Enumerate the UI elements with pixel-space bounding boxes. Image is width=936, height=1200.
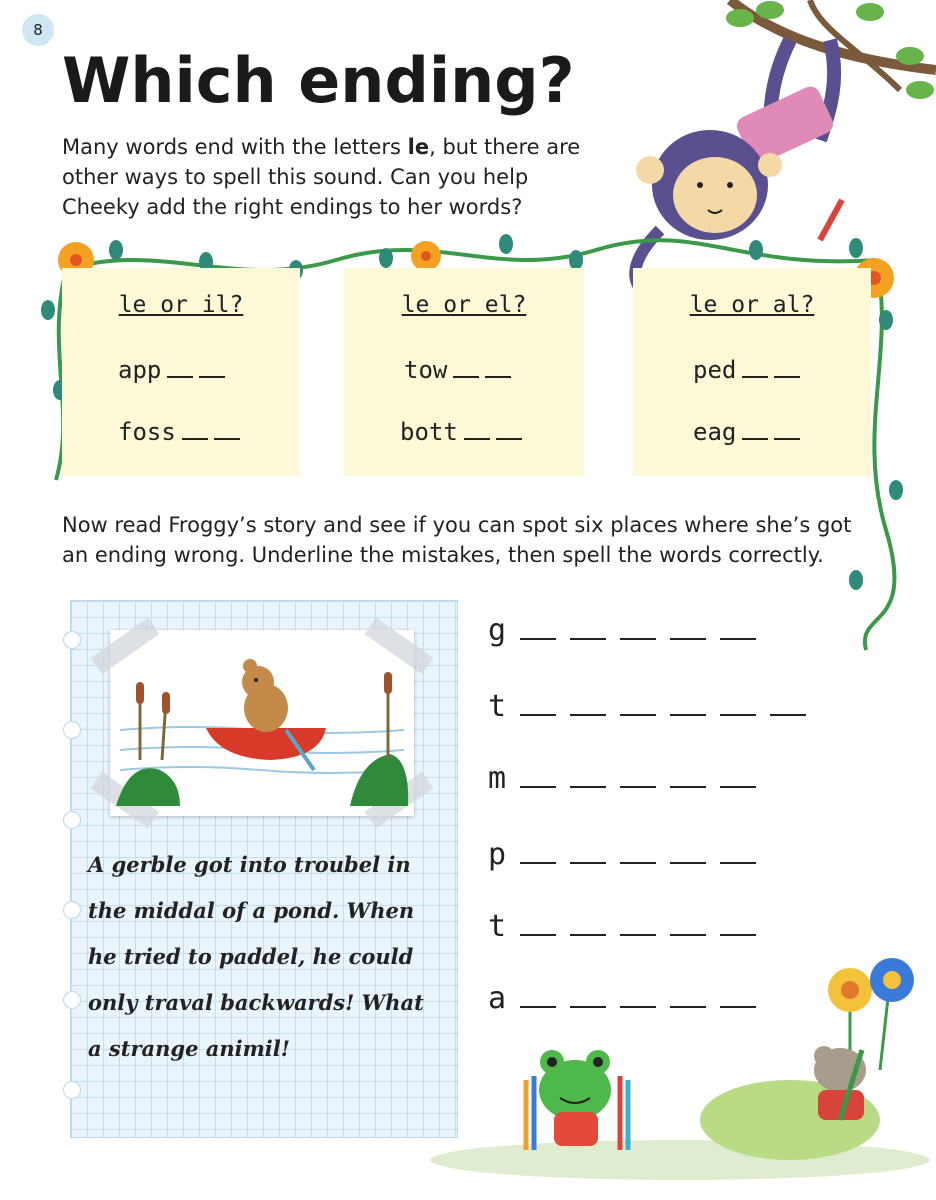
gerbil-boat-icon (110, 630, 414, 816)
letter-blank[interactable] (720, 688, 756, 716)
story-text: A gerble got into troubel in the middal of a pond. When he tried to paddel, he could only traval backwards! What a strange animil! (88, 852, 424, 1061)
letter-blank[interactable] (670, 612, 706, 640)
letter-blank[interactable] (720, 836, 756, 864)
card-heading: le or el? (401, 292, 527, 318)
binder-hole (63, 721, 81, 739)
letter-blank[interactable] (720, 908, 756, 936)
letter-blank[interactable] (670, 688, 706, 716)
binder-hole (63, 901, 81, 919)
letter-blank[interactable] (620, 908, 656, 936)
intro-text: Many words end with the letters le, but there are other ways to spell this sound. Can you help Cheeky add the right endings to her words? (62, 135, 581, 219)
answer-first-letter: p (488, 837, 507, 872)
answer-line[interactable] (488, 980, 756, 1016)
letter-blank[interactable] (570, 908, 606, 936)
letter-blank[interactable] (520, 612, 556, 640)
letter-blank[interactable] (670, 836, 706, 864)
card-le-or-il (62, 268, 300, 476)
answer-first-letter: a (488, 981, 507, 1016)
answer-line[interactable] (488, 836, 756, 872)
mouse-icon (780, 950, 936, 1150)
story-photo (110, 630, 414, 816)
card-le-or-el (344, 268, 584, 476)
binder-hole (63, 1081, 81, 1099)
letter-blank[interactable] (520, 760, 556, 788)
word-blank[interactable]: tow (404, 356, 511, 384)
word-blank[interactable]: foss (118, 418, 240, 446)
letter-blank[interactable] (770, 688, 806, 716)
letter-blank[interactable] (670, 760, 706, 788)
letter-blank[interactable] (720, 760, 756, 788)
letter-blank[interactable] (520, 908, 556, 936)
answer-line[interactable] (488, 760, 756, 796)
letter-blank[interactable] (620, 612, 656, 640)
letter-blank[interactable] (620, 836, 656, 864)
letter-blank[interactable] (520, 980, 556, 1008)
answer-first-letter: t (488, 909, 507, 944)
card-le-or-al (633, 268, 871, 476)
letter-blank[interactable] (570, 688, 606, 716)
word-blank[interactable]: ped (693, 356, 800, 384)
letter-blank[interactable] (620, 688, 656, 716)
answer-line[interactable] (488, 908, 756, 944)
letter-blank[interactable] (570, 760, 606, 788)
letter-blank[interactable] (620, 980, 656, 1008)
letter-blank[interactable] (570, 980, 606, 1008)
answer-first-letter: t (488, 689, 507, 724)
answer-line[interactable] (488, 688, 806, 724)
word-blank[interactable]: eag (693, 418, 800, 446)
letter-blank[interactable] (720, 980, 756, 1008)
word-blank[interactable]: app (118, 356, 225, 384)
answer-first-letter: g (488, 613, 507, 648)
letter-blank[interactable] (570, 836, 606, 864)
page-number: 8 (22, 14, 54, 46)
word-blank[interactable]: bott (400, 418, 522, 446)
card-heading: le or il? (118, 292, 244, 318)
binder-hole (63, 811, 81, 829)
card-heading: le or al? (689, 292, 815, 318)
letter-blank[interactable] (520, 688, 556, 716)
story-instructions: Now read Froggy’s story and see if you can spot six places where she’s got an ending wrong. Underline the mistakes, then spell the words correctly. (62, 513, 852, 567)
answer-first-letter: m (488, 761, 507, 796)
binder-hole (63, 991, 81, 1009)
letter-blank[interactable] (520, 836, 556, 864)
letter-blank[interactable] (670, 980, 706, 1008)
binder-hole (63, 631, 81, 649)
letter-blank[interactable] (720, 612, 756, 640)
letter-blank[interactable] (670, 908, 706, 936)
letter-blank[interactable] (570, 612, 606, 640)
answer-line[interactable] (488, 612, 756, 648)
page-title: Which ending? (62, 44, 575, 117)
letter-blank[interactable] (620, 760, 656, 788)
